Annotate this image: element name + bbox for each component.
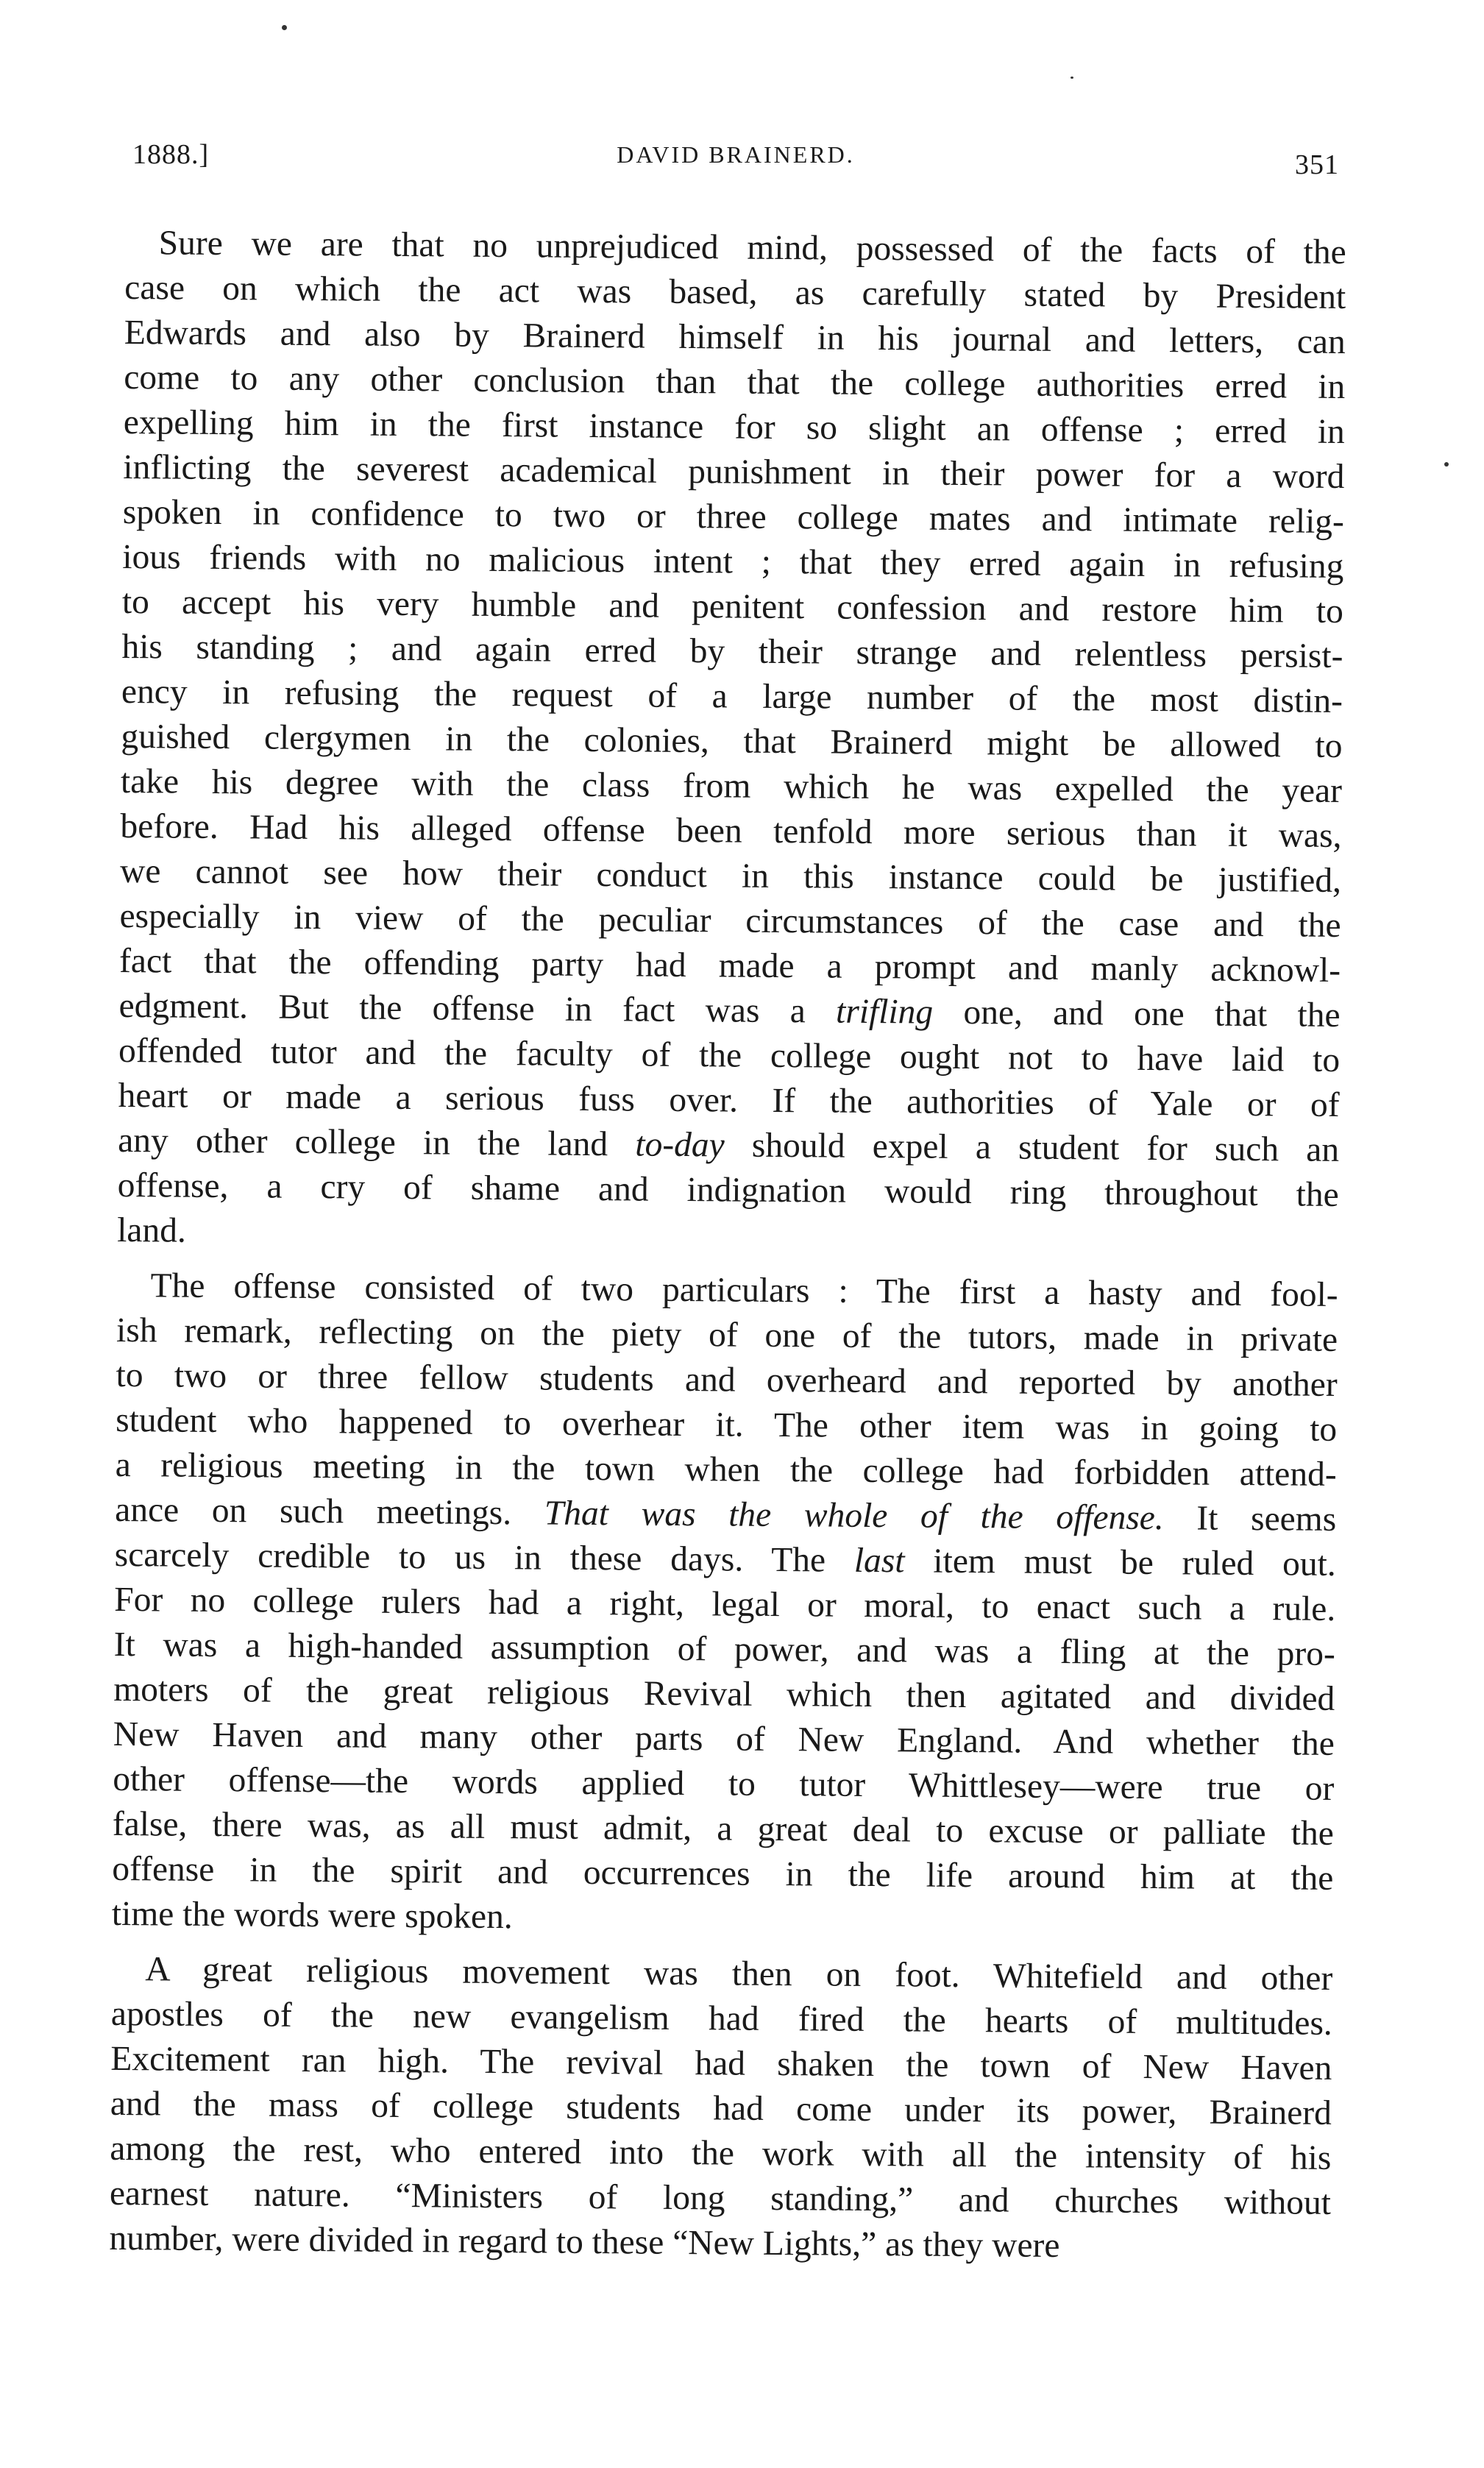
text-line: any other college in the land to-day should expel a student for such an <box>117 1121 1340 1169</box>
text-line: earnest nature. “Ministers of long standing,” and churches without <box>109 2174 1332 2222</box>
text-line: to two or three fellow students and overheard and reported by another <box>116 1355 1338 1404</box>
running-header <box>132 138 1339 182</box>
text-line: and the mass of college students had come under its power, Brainerd <box>110 2084 1332 2132</box>
text-line: to accept his very humble and penitent confession and restore him to <box>121 582 1344 631</box>
paragraph <box>109 1947 1332 2271</box>
text-line: ious friends with no malicious intent ; that they erred again in refusing <box>122 537 1344 586</box>
text-line: ency in refusing the request of a large number of the most distin- <box>121 672 1343 721</box>
text-line: before. Had his alleged offense been tenfold more serious than it was, <box>120 806 1342 856</box>
print-speck <box>1444 462 1449 467</box>
print-speck <box>282 25 287 30</box>
body-text <box>109 221 1346 2281</box>
text-line: edgment. But the offense in fact was a trifling one, and one that the <box>118 986 1341 1035</box>
text-line: his standing ; and again erred by their strange and relentless persist- <box>121 627 1343 676</box>
text-line: heart or made a serious fuss over. If the authorities of Yale or of <box>118 1076 1340 1124</box>
text-line: Excitement ran high. The revival had shaken the town of New Haven <box>110 2039 1332 2088</box>
text-line: New Haven and many other parts of New England. And whether the <box>113 1715 1335 1763</box>
text-line: offended tutor and the faculty of the college ought not to have laid to <box>118 1031 1341 1080</box>
paragraph <box>117 221 1346 1263</box>
text-line: case on which the act was based, as carefully stated by President <box>124 268 1346 317</box>
text-line: other offense—the words applied to tutor Whittlesey—were true or <box>113 1759 1335 1808</box>
text-line: among the rest, who entered into the work with all the intensity of his <box>110 2129 1332 2177</box>
text-line: It was a high-handed assumption of power, and was a fling at the pro- <box>113 1625 1335 1673</box>
text-line: guished clergymen in the colonies, that Brainerd might be allowed to <box>121 717 1343 766</box>
header-year: 1888.] <box>132 139 210 170</box>
text-line: especially in view of the peculiar circumstances of the case and the <box>119 896 1341 946</box>
text-line: spoken in confidence to two or three college mates and intimate relig- <box>122 492 1345 542</box>
text-line: apostles of the new evangelism had fired the hearts of multitudes. <box>110 1994 1333 2043</box>
text-line: offense, a cry of shame and indignation would ring throughout the <box>117 1166 1339 1214</box>
print-speck <box>1071 77 1073 79</box>
text-line: For no college rulers had a right, legal or moral, to enact such a rule. <box>114 1580 1336 1628</box>
page-number: 351 <box>1295 149 1339 180</box>
text-line: come to any other conclusion than that the college authorities erred in <box>124 358 1346 407</box>
paragraph <box>112 1263 1338 1946</box>
text-line: a religious meeting in the town when the college had forbidden attend- <box>115 1445 1337 1494</box>
text-line: ish remark, reflecting on the piety of one of the tutors, made in private <box>116 1311 1338 1359</box>
text-line: fact that the offending party had made a prompt and manly acknowl- <box>118 941 1341 990</box>
text-line: The offense consisted of two particulars : The first a hasty and fool- <box>150 1266 1338 1314</box>
header-title: DAVID BRAINERD. <box>617 141 855 168</box>
text-line: moters of the great religious Revival which then agitated and divided <box>113 1670 1335 1718</box>
text-line: number, were divided in regard to these “New Lights,” as they were <box>109 2219 1060 2266</box>
text-line: A great religious movement was then on foot. Whitefield and other <box>145 1950 1333 1998</box>
text-line: student who happened to overhear it. The other item was in going to <box>115 1400 1338 1449</box>
text-line: land. <box>117 1210 187 1250</box>
text-line: false, there was, as all must admit, a great deal to excuse or palliate the <box>112 1804 1335 1853</box>
text-line: offense in the spirit and occurrences in the life around him at the <box>112 1849 1334 1898</box>
text-line: scarcely credible to us in these days. The last item must be ruled out. <box>114 1535 1336 1584</box>
text-line: inflicting the severest academical punishment in their power for a word <box>123 447 1345 497</box>
text-line: ance on such meetings. That was the whole of the offense. It seems <box>115 1490 1337 1539</box>
text-line: Sure we are that no unprejudiced mind, possessed of the facts of the <box>158 224 1346 272</box>
text-line: we cannot see how their conduct in this instance could be justified, <box>119 851 1342 901</box>
text-line: take his degree with the class from which he was expelled the year <box>120 762 1343 811</box>
text-line: expelling him in the first instance for so slight an offense ; erred in <box>123 403 1346 452</box>
text-line: Edwards and also by Brainerd himself in his journal and letters, can <box>124 313 1346 362</box>
text-line: time the words were spoken. <box>111 1894 513 1937</box>
